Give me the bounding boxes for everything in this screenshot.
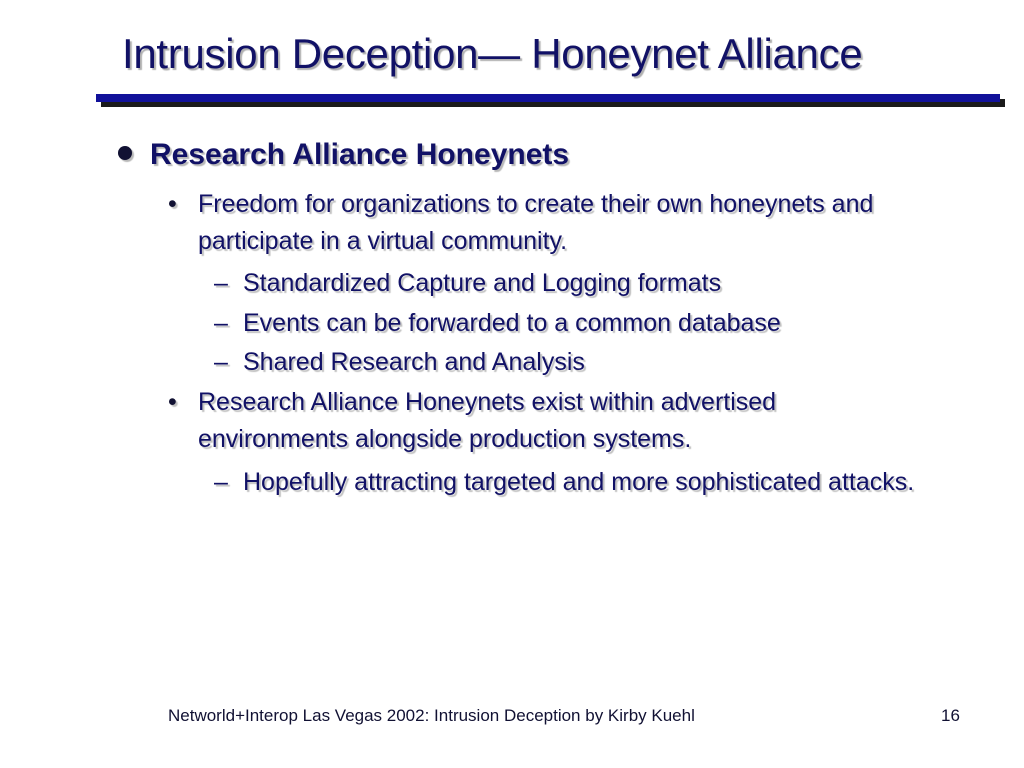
slide-title: Intrusion Deception— Honeynet Alliance xyxy=(122,30,863,77)
sub-bullet-text: Research Alliance Honeynets exist within advertised environments alongside production systems. xyxy=(198,388,777,453)
dash-marker: – xyxy=(214,269,228,297)
dash-marker: – xyxy=(214,309,228,337)
bullet-dot-icon xyxy=(118,146,132,160)
slide-footer: Networld+Interop Las Vegas 2002: Intrusion Deception by Kirby Kuehl xyxy=(168,706,695,725)
sub-bullet-text: Freedom for organizations to create their own honeynets and participate in a virtual community. xyxy=(198,190,874,255)
sub-sub-bullet-text: Shared Research and Analysis xyxy=(243,348,585,376)
sub-sub-bullet-text: Standardized Capture and Logging formats xyxy=(243,269,722,297)
sub-bullet-2 xyxy=(168,384,878,458)
sub-sub-bullet-text: Events can be forwarded to a common database xyxy=(243,309,781,337)
main-bullet-text: Research Alliance Honeynets xyxy=(150,138,570,171)
page-number: 16 xyxy=(941,706,960,725)
main-bullet xyxy=(118,138,569,172)
sub-sub-bullet-4 xyxy=(214,465,923,499)
sub-bullet-1 xyxy=(168,186,878,260)
sub-sub-bullet-2 xyxy=(214,306,943,340)
sub-sub-bullet-text: Hopefully attracting targeted and more sophisticated attacks. xyxy=(243,468,915,496)
bullet-marker: • xyxy=(168,388,177,416)
sub-sub-bullet-1 xyxy=(214,266,943,300)
dash-marker: – xyxy=(214,468,228,496)
sub-sub-bullet-3 xyxy=(214,345,943,379)
bullet-marker: • xyxy=(168,190,177,218)
title-divider xyxy=(96,94,1000,102)
dash-marker: – xyxy=(214,348,228,376)
